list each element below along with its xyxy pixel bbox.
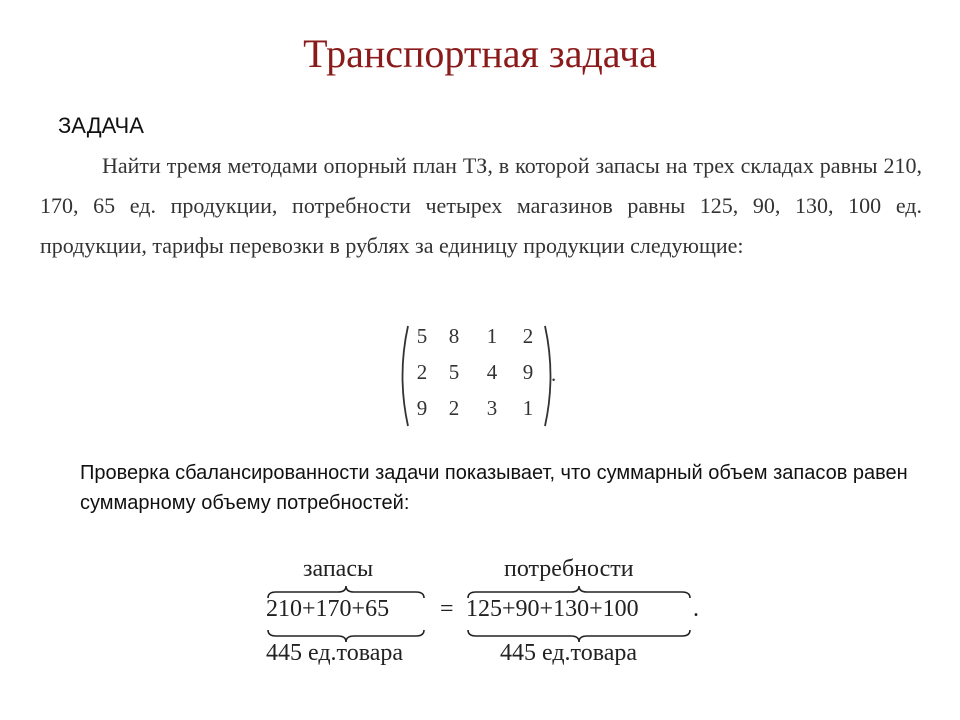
matrix-cell: 9 <box>522 360 534 384</box>
supply-expression: 210+170+65 <box>266 596 390 622</box>
tariff-matrix <box>396 322 566 430</box>
task-text: Найти тремя методами опорный план ТЗ, в которой запасы на трех складах равны 210, 170, 65 ед. продукции, потребности четырех магазинов равны 125, 90, 130, 100 ед. продукции, тарифы перевозки в рублях за единицу продукции следующие: <box>40 153 922 258</box>
demand-total: 445 ед.товара <box>500 640 638 666</box>
matrix-cell: 9 <box>416 396 428 420</box>
matrix-cell: 1 <box>522 396 534 420</box>
matrix-cell: 2 <box>522 324 534 348</box>
matrix-cell: 1 <box>486 324 498 348</box>
demand-expression: 125+90+130+100 <box>466 596 639 622</box>
supply-total: 445 ед.товара <box>266 640 404 666</box>
matrix-end-dot: . <box>551 362 557 386</box>
matrix-cell: 8 <box>448 324 460 348</box>
matrix-cell: 4 <box>486 360 498 384</box>
equation-end-dot: . <box>693 596 699 622</box>
matrix-cell: 5 <box>416 324 428 348</box>
matrix-cell: 3 <box>486 396 498 420</box>
balance-text: Проверка сбалансированности задачи показывает, что суммарный объем запасов равен суммарному объему потребностей: <box>80 462 908 514</box>
supply-label: запасы <box>303 556 374 582</box>
slide-title: Транспортная задача <box>303 31 657 76</box>
matrix-cell: 5 <box>448 360 460 384</box>
matrix-cell: 2 <box>416 360 428 384</box>
equals-sign: = <box>440 596 454 622</box>
demand-label: потребности <box>504 556 634 582</box>
section-label: ЗАДАЧА <box>58 113 144 138</box>
matrix-cell: 2 <box>448 396 460 420</box>
